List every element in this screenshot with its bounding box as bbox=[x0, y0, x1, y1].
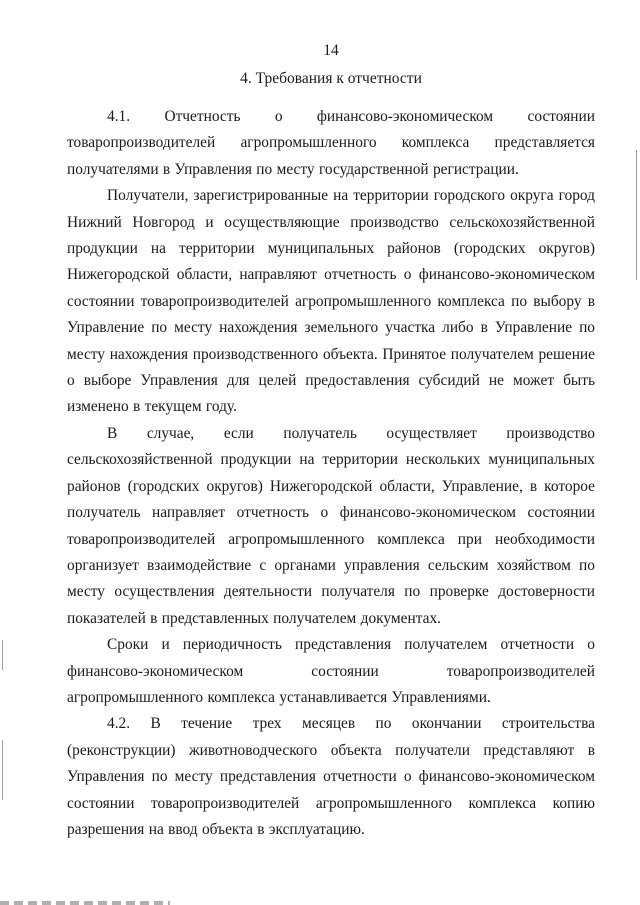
paragraph-periodicity: Сроки и периодичность представления получателем отчетности о финансово-экономическом состоянии товаропроизводителей агропромышленного комплекса устанавливается Управлениями. bbox=[67, 636, 595, 706]
paragraph-recipients: Получатели, зарегистрированные на территории городского округа город Нижний Новгород и осуществляющие производство сельскохозяйственной продукции на территории муниципальных районов (городских округов) Нижегородской области, направляют отчетность о финансово-экономическом состоянии товаропроизводителей агропромышленного комплекса по выбору в Управление по месту нахождения земельного участка либо в Управление по месту нахождения производственного объекта. Принятое получателем решение о выборе Управления для целей предоставления субсидий не может быть изменено в текущем году. bbox=[67, 187, 595, 416]
scan-edge-mark bbox=[2, 640, 3, 670]
paragraph-4-2: 4.2. В течение трех месяцев по окончании строительства (реконструкции) животноводческого объекта получатели представляют в Управления по месту представления отчетности о финансово-экономическом состоянии товаропроизводителей агропромышленного комплекса копию разрешения на ввод объекта в эксплуатацию. bbox=[67, 715, 595, 838]
page-number: 14 bbox=[323, 42, 339, 59]
scan-edge-mark bbox=[2, 740, 3, 800]
scan-bottom-artifact bbox=[0, 901, 170, 905]
scan-edge-mark bbox=[636, 150, 637, 280]
body-text bbox=[67, 104, 595, 843]
paragraph-multiple-districts: В случае, если получатель осуществляет производство сельскохозяйственной продукции на территории нескольких муниципальных районов (городских округов) Нижегородской области, Управление, в которое получатель направляет отчетность о финансово-экономическом состоянии товаропроизводителей агропромышленного комплекса при необходимости организует взаимодействие с органами управления сельским хозяйством по месту осуществления деятельности получателя по проверке достоверности показателей в представленных получателем документах. bbox=[67, 424, 595, 627]
paragraph-4-1: 4.1. Отчетность о финансово-экономическом состоянии товаропроизводителей агропромышленного комплекса представляется получателями в Управления по месту государственной регистрации. bbox=[67, 108, 595, 178]
section-heading: 4. Требования к отчетности bbox=[240, 70, 422, 87]
